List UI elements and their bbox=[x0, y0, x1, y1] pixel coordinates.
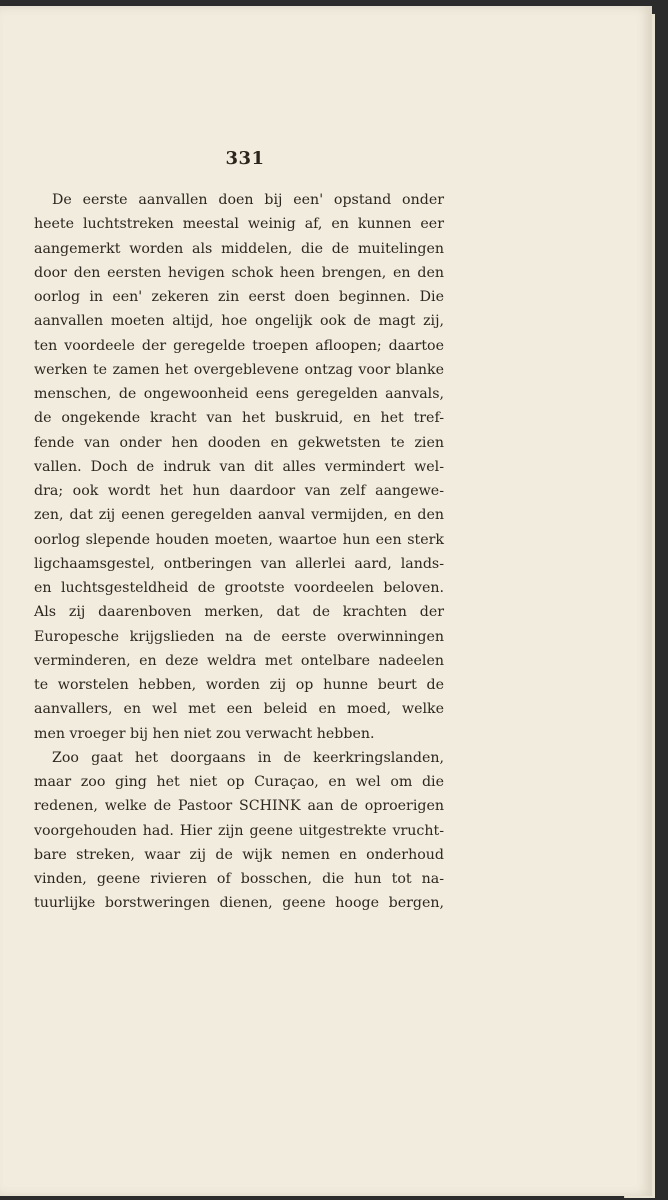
text-line: Als zij daarenboven merken, dat de krachten der bbox=[34, 604, 444, 621]
text-line: maar zoo ging het niet op Curaçao, en wel om die bbox=[34, 774, 444, 790]
text-line: aanvallers, en wel met een beleid en moed, welke bbox=[34, 701, 444, 718]
text-line: werken te zamen het overgeblevene ontzag voor blanke bbox=[34, 361, 444, 378]
text-line: redenen, welke de Pastoor SCHINK aan de oproerigen bbox=[34, 798, 444, 815]
text-line: oorlog in een' zekeren zin eerst doen beginnen. Die bbox=[34, 289, 444, 305]
text-line: vinden, geene rivieren of bosschen, die hun tot na- bbox=[34, 871, 444, 887]
text-line: Europesche krijgslieden na de eerste overwinningen bbox=[34, 628, 444, 645]
text-line: oorlog slepende houden moeten, waartoe hun een sterk bbox=[34, 531, 444, 548]
text-line: voorgehouden had. Hier zijn geene uitgestrekte vrucht- bbox=[34, 822, 444, 839]
text-line: Zoo gaat het doorgaans in de keerkringslanden, bbox=[52, 749, 444, 766]
text-line: ten voordeele der geregelde troepen afloopen; daartoe bbox=[34, 337, 444, 354]
text-line: ligchaamsgestel, ontberingen van allerlei aard, lands- bbox=[34, 555, 444, 572]
text-line: dra; ook wordt het hun daardoor van zelf aangewe- bbox=[34, 483, 444, 499]
text-line: door den eersten hevigen schok heen brengen, en den bbox=[34, 264, 444, 281]
text-line: heete luchtstreken meestal weinig af, en kunnen eer bbox=[34, 216, 444, 233]
text-line: menschen, de ongewoonheid eens geregelden aanvals, bbox=[34, 386, 444, 402]
body-text bbox=[34, 188, 444, 916]
text-line: en luchtsgesteldheid de grootste voordeelen beloven. bbox=[34, 580, 444, 596]
text-line: tuurlijke borstweringen dienen, geene hooge bergen, bbox=[34, 895, 444, 912]
text-line: aanvallen moeten altijd, hoe ongelijk ook de magt zij, bbox=[34, 313, 444, 330]
text-line: men vroeger bij hen niet zou verwacht hebben. bbox=[34, 725, 375, 742]
text-line: verminderen, en deze weldra met ontelbare nadeelen bbox=[34, 652, 444, 669]
text-line: aangemerkt worden als middelen, die de muitelingen bbox=[34, 240, 444, 257]
text-line: zen, dat zij eenen geregelden aanval vermijden, en den bbox=[34, 507, 444, 524]
text-line: te worstelen hebben, worden zij op hunne beurt de bbox=[34, 677, 444, 693]
text-line: vallen. Doch de indruk van dit alles vermindert wel- bbox=[34, 458, 444, 475]
text-line: de ongekende kracht van het buskruid, en het tref- bbox=[34, 410, 444, 427]
book-page bbox=[0, 6, 652, 1196]
text-line: bare streken, waar zij de wijk nemen en onderhoud bbox=[34, 846, 444, 863]
page-number: 331 bbox=[225, 148, 265, 169]
text-line: fende van onder hen dooden en gekwetsten te zien bbox=[34, 434, 444, 451]
text-line: De eerste aanvallen doen bij een' opstand onder bbox=[52, 192, 444, 208]
